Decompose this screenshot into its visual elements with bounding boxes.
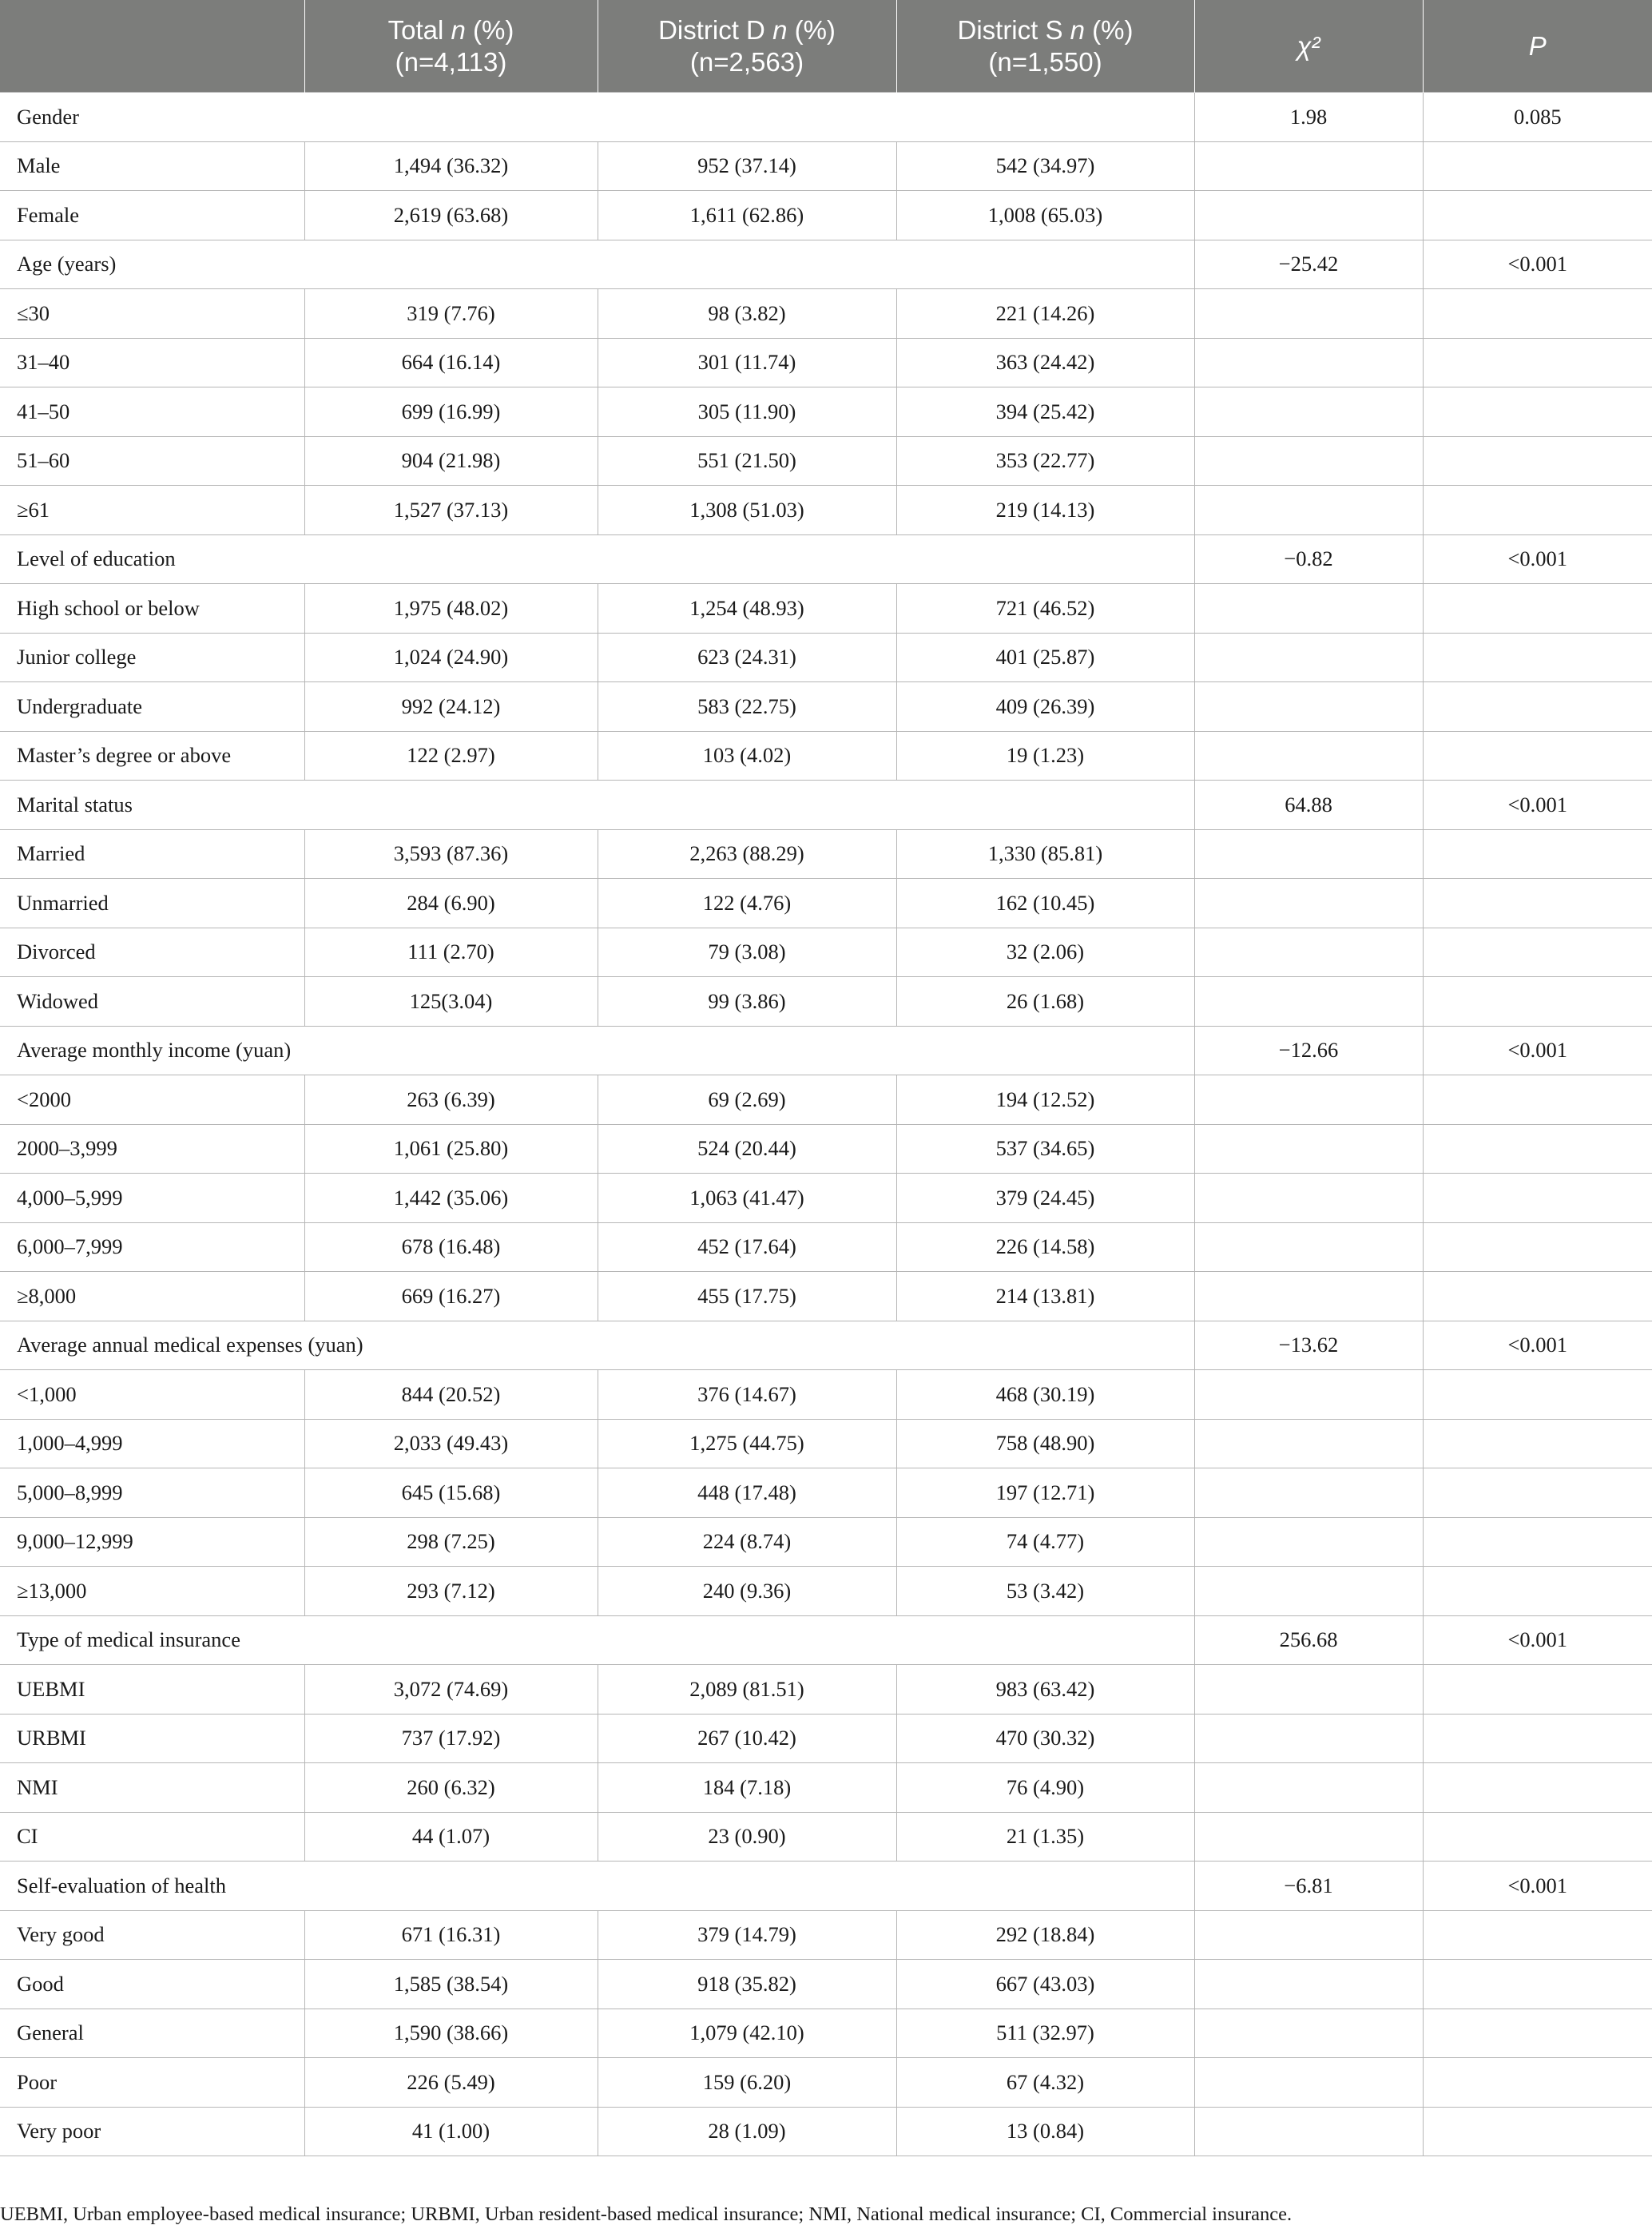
p-value-empty xyxy=(1423,1567,1652,1616)
total-value: 992 (24.12) xyxy=(304,682,598,732)
chi-square-empty xyxy=(1194,289,1423,339)
total-value: 226 (5.49) xyxy=(304,2058,598,2108)
p-value-empty xyxy=(1423,1910,1652,1960)
chi-square-empty xyxy=(1194,1468,1423,1518)
group-label: Type of medical insurance xyxy=(0,1615,1194,1665)
chi-square-empty xyxy=(1194,928,1423,977)
p-value: 0.085 xyxy=(1423,93,1652,142)
row-label: 51–60 xyxy=(0,436,304,486)
row-label: High school or below xyxy=(0,584,304,634)
p-value-empty xyxy=(1423,1419,1652,1468)
table-group-row xyxy=(0,781,1652,830)
group-label: Age (years) xyxy=(0,240,1194,289)
chi-square-empty xyxy=(1194,2009,1423,2058)
total-value: 1,024 (24.90) xyxy=(304,633,598,682)
header-total-label: Total xyxy=(387,14,444,45)
total-value: 1,590 (38.66) xyxy=(304,2009,598,2058)
total-value: 1,585 (38.54) xyxy=(304,1960,598,2009)
chi-square-value: −6.81 xyxy=(1194,1862,1423,1911)
total-value: 263 (6.39) xyxy=(304,1075,598,1125)
header-district-d xyxy=(598,0,896,93)
chi-square-empty xyxy=(1194,829,1423,879)
table-row xyxy=(0,436,1652,486)
total-value: 737 (17.92) xyxy=(304,1714,598,1763)
chi-square-empty xyxy=(1194,1075,1423,1125)
group-label: Gender xyxy=(0,93,1194,142)
chi-square-empty xyxy=(1194,1567,1423,1616)
district-s-value: 221 (14.26) xyxy=(896,289,1194,339)
district-d-value: 69 (2.69) xyxy=(598,1075,896,1125)
row-label: ≥8,000 xyxy=(0,1272,304,1321)
table-row xyxy=(0,1272,1652,1321)
header-variable xyxy=(0,0,304,93)
table-row xyxy=(0,731,1652,781)
district-s-value: 194 (12.52) xyxy=(896,1075,1194,1125)
table-row xyxy=(0,633,1652,682)
district-s-value: 379 (24.45) xyxy=(896,1174,1194,1223)
group-label: Self-evaluation of health xyxy=(0,1862,1194,1911)
district-d-value: 1,079 (42.10) xyxy=(598,2009,896,2058)
total-value: 1,527 (37.13) xyxy=(304,486,598,535)
district-s-value: 758 (48.90) xyxy=(896,1419,1194,1468)
row-label: ≥61 xyxy=(0,486,304,535)
chi-square-empty xyxy=(1194,436,1423,486)
row-label: Unmarried xyxy=(0,879,304,928)
chi-square-value: 64.88 xyxy=(1194,781,1423,830)
district-d-value: 2,089 (81.51) xyxy=(598,1665,896,1715)
district-d-value: 455 (17.75) xyxy=(598,1272,896,1321)
district-s-value: 162 (10.45) xyxy=(896,879,1194,928)
header-district-s-pct: (%) xyxy=(1085,14,1134,45)
p-value-empty xyxy=(1423,141,1652,191)
district-s-value: 470 (30.32) xyxy=(896,1714,1194,1763)
total-value: 1,975 (48.02) xyxy=(304,584,598,634)
header-district-s-label: District S xyxy=(957,14,1063,45)
p-value-empty xyxy=(1423,829,1652,879)
row-label: <2000 xyxy=(0,1075,304,1125)
p-value-empty xyxy=(1423,338,1652,387)
total-value: 904 (21.98) xyxy=(304,436,598,486)
row-label: UEBMI xyxy=(0,1665,304,1715)
total-value: 664 (16.14) xyxy=(304,338,598,387)
district-s-value: 21 (1.35) xyxy=(896,1812,1194,1862)
row-label: ≥13,000 xyxy=(0,1567,304,1616)
p-value-empty xyxy=(1423,977,1652,1027)
table-row xyxy=(0,338,1652,387)
p-value-empty xyxy=(1423,436,1652,486)
chi-square-empty xyxy=(1194,387,1423,437)
header-district-d-count: (n=2,563) xyxy=(689,46,804,77)
district-s-value: 74 (4.77) xyxy=(896,1517,1194,1567)
p-value: <0.001 xyxy=(1423,534,1652,584)
p-value-empty xyxy=(1423,1468,1652,1518)
p-value-empty xyxy=(1423,682,1652,732)
chi-square-empty xyxy=(1194,977,1423,1027)
district-d-value: 1,308 (51.03) xyxy=(598,486,896,535)
chi-square-value: 1.98 xyxy=(1194,93,1423,142)
district-d-value: 98 (3.82) xyxy=(598,289,896,339)
chi-square-empty xyxy=(1194,1272,1423,1321)
total-value: 125(3.04) xyxy=(304,977,598,1027)
table-row xyxy=(0,387,1652,437)
table-group-row xyxy=(0,1026,1652,1075)
p-value-empty xyxy=(1423,2058,1652,2108)
district-s-value: 226 (14.58) xyxy=(896,1222,1194,1272)
header-p-value-label: P xyxy=(1528,30,1547,61)
total-value: 41 (1.00) xyxy=(304,2107,598,2156)
district-s-value: 67 (4.32) xyxy=(896,2058,1194,2108)
header-district-d-n: n xyxy=(772,14,788,45)
chi-square-empty xyxy=(1194,682,1423,732)
table-row xyxy=(0,289,1652,339)
chi-square-empty xyxy=(1194,1763,1423,1813)
p-value: <0.001 xyxy=(1423,1862,1652,1911)
district-s-value: 76 (4.90) xyxy=(896,1763,1194,1813)
total-value: 298 (7.25) xyxy=(304,1517,598,1567)
district-d-value: 305 (11.90) xyxy=(598,387,896,437)
table-row xyxy=(0,486,1652,535)
table-row xyxy=(0,1960,1652,2009)
table-body xyxy=(0,93,1652,2156)
table-row xyxy=(0,829,1652,879)
table-group-row xyxy=(0,93,1652,142)
table-group-row xyxy=(0,1862,1652,1911)
row-label: Undergraduate xyxy=(0,682,304,732)
table-group-row xyxy=(0,534,1652,584)
district-s-value: 1,008 (65.03) xyxy=(896,191,1194,240)
p-value-empty xyxy=(1423,2009,1652,2058)
p-value-empty xyxy=(1423,1665,1652,1715)
row-label: Divorced xyxy=(0,928,304,977)
district-s-value: 197 (12.71) xyxy=(896,1468,1194,1518)
row-label: Poor xyxy=(0,2058,304,2108)
p-value-empty xyxy=(1423,1174,1652,1223)
chi-square-value: −13.62 xyxy=(1194,1321,1423,1370)
district-s-value: 353 (22.77) xyxy=(896,436,1194,486)
table-row xyxy=(0,1910,1652,1960)
row-label: 5,000–8,999 xyxy=(0,1468,304,1518)
p-value-empty xyxy=(1423,1812,1652,1862)
chi-square-empty xyxy=(1194,1960,1423,2009)
p-value-empty xyxy=(1423,486,1652,535)
total-value: 669 (16.27) xyxy=(304,1272,598,1321)
district-s-value: 537 (34.65) xyxy=(896,1124,1194,1174)
district-d-value: 28 (1.09) xyxy=(598,2107,896,2156)
total-value: 293 (7.12) xyxy=(304,1567,598,1616)
chi-square-value: −0.82 xyxy=(1194,534,1423,584)
chi-square-empty xyxy=(1194,731,1423,781)
chi-square-empty xyxy=(1194,1910,1423,1960)
table-row xyxy=(0,682,1652,732)
table-row xyxy=(0,191,1652,240)
row-label: 6,000–7,999 xyxy=(0,1222,304,1272)
table-row xyxy=(0,1124,1652,1174)
district-d-value: 23 (0.90) xyxy=(598,1812,896,1862)
table-row xyxy=(0,584,1652,634)
total-value: 1,061 (25.80) xyxy=(304,1124,598,1174)
row-label: Junior college xyxy=(0,633,304,682)
chi-square-empty xyxy=(1194,1665,1423,1715)
group-label: Average monthly income (yuan) xyxy=(0,1026,1194,1075)
header-district-s-count: (n=1,550) xyxy=(988,46,1102,77)
district-d-value: 952 (37.14) xyxy=(598,141,896,191)
district-d-value: 159 (6.20) xyxy=(598,2058,896,2108)
header-chi-square-label: χ² xyxy=(1297,30,1320,61)
p-value-empty xyxy=(1423,1517,1652,1567)
chi-square-empty xyxy=(1194,2107,1423,2156)
p-value-empty xyxy=(1423,387,1652,437)
p-value-empty xyxy=(1423,289,1652,339)
table-row xyxy=(0,1567,1652,1616)
district-s-value: 19 (1.23) xyxy=(896,731,1194,781)
p-value: <0.001 xyxy=(1423,1615,1652,1665)
district-d-value: 122 (4.76) xyxy=(598,879,896,928)
district-d-value: 448 (17.48) xyxy=(598,1468,896,1518)
district-s-value: 32 (2.06) xyxy=(896,928,1194,977)
group-label: Average annual medical expenses (yuan) xyxy=(0,1321,1194,1370)
total-value: 678 (16.48) xyxy=(304,1222,598,1272)
p-value: <0.001 xyxy=(1423,240,1652,289)
p-value-empty xyxy=(1423,928,1652,977)
p-value: <0.001 xyxy=(1423,1026,1652,1075)
chi-square-empty xyxy=(1194,191,1423,240)
district-d-value: 240 (9.36) xyxy=(598,1567,896,1616)
total-value: 44 (1.07) xyxy=(304,1812,598,1862)
table-row xyxy=(0,1370,1652,1420)
header-total xyxy=(304,0,598,93)
row-label: 31–40 xyxy=(0,338,304,387)
p-value-empty xyxy=(1423,191,1652,240)
group-label: Marital status xyxy=(0,781,1194,830)
header-district-s xyxy=(896,0,1194,93)
table-row xyxy=(0,2107,1652,2156)
chi-square-empty xyxy=(1194,584,1423,634)
table-group-row xyxy=(0,240,1652,289)
table-row xyxy=(0,1222,1652,1272)
header-total-pct: (%) xyxy=(465,14,514,45)
table-row xyxy=(0,1763,1652,1813)
chi-square-value: −25.42 xyxy=(1194,240,1423,289)
header-total-count: (n=4,113) xyxy=(395,46,507,77)
p-value-empty xyxy=(1423,1763,1652,1813)
chi-square-empty xyxy=(1194,1714,1423,1763)
p-value-empty xyxy=(1423,633,1652,682)
row-label: Widowed xyxy=(0,977,304,1027)
total-value: 122 (2.97) xyxy=(304,731,598,781)
header-district-s-n: n xyxy=(1070,14,1086,45)
chi-square-empty xyxy=(1194,486,1423,535)
row-label: ≤30 xyxy=(0,289,304,339)
total-value: 319 (7.76) xyxy=(304,289,598,339)
table-row xyxy=(0,1075,1652,1125)
chi-square-empty xyxy=(1194,141,1423,191)
table-row xyxy=(0,977,1652,1027)
row-label: CI xyxy=(0,1812,304,1862)
district-s-value: 53 (3.42) xyxy=(896,1567,1194,1616)
chi-square-empty xyxy=(1194,1174,1423,1223)
district-d-value: 99 (3.86) xyxy=(598,977,896,1027)
p-value: <0.001 xyxy=(1423,781,1652,830)
row-label: 2000–3,999 xyxy=(0,1124,304,1174)
district-d-value: 376 (14.67) xyxy=(598,1370,896,1420)
district-d-value: 452 (17.64) xyxy=(598,1222,896,1272)
total-value: 284 (6.90) xyxy=(304,879,598,928)
table-row xyxy=(0,1517,1652,1567)
district-d-value: 524 (20.44) xyxy=(598,1124,896,1174)
p-value-empty xyxy=(1423,1075,1652,1125)
district-d-value: 79 (3.08) xyxy=(598,928,896,977)
district-s-value: 667 (43.03) xyxy=(896,1960,1194,2009)
table-row xyxy=(0,928,1652,977)
district-d-value: 583 (22.75) xyxy=(598,682,896,732)
total-value: 111 (2.70) xyxy=(304,928,598,977)
table-row xyxy=(0,1174,1652,1223)
district-s-value: 13 (0.84) xyxy=(896,2107,1194,2156)
chi-square-empty xyxy=(1194,1517,1423,1567)
p-value-empty xyxy=(1423,879,1652,928)
p-value-empty xyxy=(1423,1714,1652,1763)
total-value: 260 (6.32) xyxy=(304,1763,598,1813)
table-group-row xyxy=(0,1615,1652,1665)
p-value-empty xyxy=(1423,1370,1652,1420)
table-row xyxy=(0,879,1652,928)
row-label: Master’s degree or above xyxy=(0,731,304,781)
chi-square-empty xyxy=(1194,2058,1423,2108)
chi-square-empty xyxy=(1194,1812,1423,1862)
row-label: NMI xyxy=(0,1763,304,1813)
total-value: 2,033 (49.43) xyxy=(304,1419,598,1468)
table-header xyxy=(0,0,1652,93)
group-label: Level of education xyxy=(0,534,1194,584)
row-label: URBMI xyxy=(0,1714,304,1763)
district-d-value: 379 (14.79) xyxy=(598,1910,896,1960)
district-s-value: 983 (63.42) xyxy=(896,1665,1194,1715)
row-label: Female xyxy=(0,191,304,240)
table-row xyxy=(0,1812,1652,1862)
district-d-value: 1,063 (41.47) xyxy=(598,1174,896,1223)
total-value: 671 (16.31) xyxy=(304,1910,598,1960)
header-district-d-label: District D xyxy=(658,14,765,45)
chi-square-empty xyxy=(1194,338,1423,387)
district-s-value: 468 (30.19) xyxy=(896,1370,1194,1420)
district-d-value: 103 (4.02) xyxy=(598,731,896,781)
table-row xyxy=(0,1419,1652,1468)
table-row xyxy=(0,2058,1652,2108)
header-chi-square xyxy=(1194,0,1423,93)
row-label: Married xyxy=(0,829,304,879)
chi-square-value: 256.68 xyxy=(1194,1615,1423,1665)
table-footnote: UEBMI, Urban employee-based medical insurance; URBMI, Urban resident-based medical insurance; NMI, National medical insurance; CI, Commercial insurance. xyxy=(0,2203,1293,2225)
p-value-empty xyxy=(1423,1272,1652,1321)
p-value-empty xyxy=(1423,1222,1652,1272)
header-row xyxy=(0,0,1652,93)
table-row xyxy=(0,141,1652,191)
p-value: <0.001 xyxy=(1423,1321,1652,1370)
total-value: 3,072 (74.69) xyxy=(304,1665,598,1715)
row-label: 9,000–12,999 xyxy=(0,1517,304,1567)
chi-square-empty xyxy=(1194,1370,1423,1420)
chi-square-empty xyxy=(1194,1419,1423,1468)
total-value: 699 (16.99) xyxy=(304,387,598,437)
chi-square-empty xyxy=(1194,1222,1423,1272)
table-row xyxy=(0,2009,1652,2058)
district-s-value: 721 (46.52) xyxy=(896,584,1194,634)
row-label: 41–50 xyxy=(0,387,304,437)
district-d-value: 623 (24.31) xyxy=(598,633,896,682)
district-d-value: 267 (10.42) xyxy=(598,1714,896,1763)
district-d-value: 551 (21.50) xyxy=(598,436,896,486)
district-d-value: 918 (35.82) xyxy=(598,1960,896,2009)
district-s-value: 401 (25.87) xyxy=(896,633,1194,682)
total-value: 844 (20.52) xyxy=(304,1370,598,1420)
total-value: 2,619 (63.68) xyxy=(304,191,598,240)
total-value: 3,593 (87.36) xyxy=(304,829,598,879)
district-s-value: 511 (32.97) xyxy=(896,2009,1194,2058)
district-d-value: 1,611 (62.86) xyxy=(598,191,896,240)
district-d-value: 184 (7.18) xyxy=(598,1763,896,1813)
row-label: Male xyxy=(0,141,304,191)
district-s-value: 1,330 (85.81) xyxy=(896,829,1194,879)
district-s-value: 409 (26.39) xyxy=(896,682,1194,732)
row-label: Very poor xyxy=(0,2107,304,2156)
p-value-empty xyxy=(1423,1960,1652,2009)
district-d-value: 224 (8.74) xyxy=(598,1517,896,1567)
table-row xyxy=(0,1714,1652,1763)
district-d-value: 301 (11.74) xyxy=(598,338,896,387)
header-p-value xyxy=(1423,0,1652,93)
district-s-value: 219 (14.13) xyxy=(896,486,1194,535)
district-s-value: 292 (18.84) xyxy=(896,1910,1194,1960)
row-label: Very good xyxy=(0,1910,304,1960)
district-d-value: 2,263 (88.29) xyxy=(598,829,896,879)
chi-square-empty xyxy=(1194,633,1423,682)
p-value-empty xyxy=(1423,584,1652,634)
district-s-value: 214 (13.81) xyxy=(896,1272,1194,1321)
total-value: 1,442 (35.06) xyxy=(304,1174,598,1223)
chi-square-empty xyxy=(1194,1124,1423,1174)
district-d-value: 1,254 (48.93) xyxy=(598,584,896,634)
district-d-value: 1,275 (44.75) xyxy=(598,1419,896,1468)
chi-square-value: −12.66 xyxy=(1194,1026,1423,1075)
district-s-value: 363 (24.42) xyxy=(896,338,1194,387)
district-s-value: 394 (25.42) xyxy=(896,387,1194,437)
table-row xyxy=(0,1468,1652,1518)
row-label: <1,000 xyxy=(0,1370,304,1420)
header-total-n: n xyxy=(451,14,466,45)
p-value-empty xyxy=(1423,731,1652,781)
table-group-row xyxy=(0,1321,1652,1370)
p-value-empty xyxy=(1423,2107,1652,2156)
p-value-empty xyxy=(1423,1124,1652,1174)
row-label: Good xyxy=(0,1960,304,2009)
total-value: 1,494 (36.32) xyxy=(304,141,598,191)
table-row xyxy=(0,1665,1652,1715)
district-s-value: 26 (1.68) xyxy=(896,977,1194,1027)
row-label: 1,000–4,999 xyxy=(0,1419,304,1468)
header-district-d-pct: (%) xyxy=(787,14,836,45)
chi-square-empty xyxy=(1194,879,1423,928)
row-label: General xyxy=(0,2009,304,2058)
row-label: 4,000–5,999 xyxy=(0,1174,304,1223)
district-s-value: 542 (34.97) xyxy=(896,141,1194,191)
total-value: 645 (15.68) xyxy=(304,1468,598,1518)
